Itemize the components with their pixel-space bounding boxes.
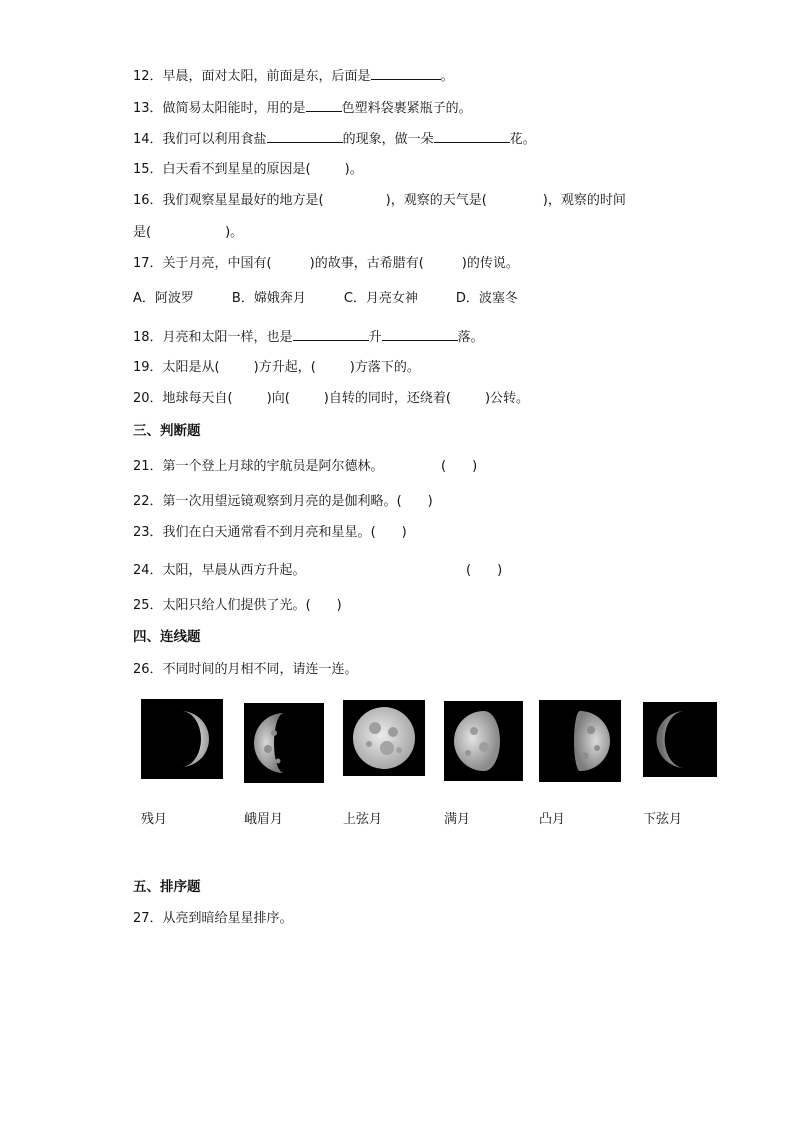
- question-text: 关于月亮，中国有(: [162, 256, 272, 271]
- question-number: 17．: [133, 256, 163, 271]
- question-text: )，观察的天气是(: [385, 193, 487, 208]
- answer-blank[interactable]: [306, 98, 342, 112]
- moon-label-canyue[interactable]: 残月: [141, 812, 168, 827]
- question-text: 落。: [457, 330, 484, 345]
- question-text: 。: [440, 69, 454, 84]
- question-number: 22．: [133, 494, 163, 509]
- question-number: 16．: [133, 193, 163, 208]
- question-text: )自转的同时，还绕着(: [323, 391, 451, 406]
- question-17-options: [133, 290, 556, 308]
- section-heading-matching: 四、连线题: [133, 629, 201, 645]
- option-a[interactable]: A．阿波罗: [133, 291, 194, 306]
- question-19: [133, 359, 420, 377]
- moon-phase-image-full: [343, 700, 425, 776]
- judgement-paren[interactable]: ( ): [305, 598, 342, 613]
- moon-phase-image-gibbous: [444, 701, 523, 781]
- option-c[interactable]: C．月亮女神: [343, 291, 418, 306]
- gibbous-moon-icon: [444, 701, 523, 781]
- question-number: 15．: [133, 162, 163, 177]
- full-moon-icon: [343, 700, 425, 776]
- question-text: )方落下的。: [349, 360, 420, 375]
- question-text: 地球每天自(: [162, 391, 233, 406]
- question-text: 白天看不到星星的原因是(: [162, 162, 311, 177]
- question-13: [133, 98, 472, 118]
- question-text: 第一个登上月球的宇航员是阿尔德林。: [162, 459, 384, 474]
- question-21: [133, 458, 384, 476]
- moon-label-manyue[interactable]: 满月: [444, 812, 471, 827]
- question-text: 太阳，早晨从西方升起。: [162, 563, 306, 578]
- question-26: [133, 661, 358, 679]
- question-text: )。: [225, 225, 244, 240]
- question-18: [133, 327, 484, 347]
- half-moon-icon: [539, 700, 621, 782]
- question-number: 12．: [133, 69, 163, 84]
- question-text: 月亮和太阳一样，也是: [162, 330, 293, 345]
- moon-phase-image-new-crescent: [643, 702, 717, 777]
- question-20: [133, 390, 529, 408]
- question-text: )方升起，(: [253, 360, 316, 375]
- question-text: 从亮到暗给星星排序。: [162, 911, 293, 926]
- question-text: 第一次用望远镜观察到月亮的是伽利略。: [162, 494, 397, 509]
- question-text: 太阳只给人们提供了光。: [162, 598, 306, 613]
- question-number: 21．: [133, 459, 163, 474]
- option-b[interactable]: B．嫦娥奔月: [231, 291, 306, 306]
- question-number: 23．: [133, 525, 163, 540]
- moon-phase-image-waning-crescent: [141, 699, 223, 779]
- crescent-moon-icon: [141, 699, 223, 779]
- question-14: [133, 129, 536, 149]
- moon-label-emeiyue[interactable]: 峨眉月: [244, 812, 284, 827]
- question-number: 13．: [133, 101, 163, 116]
- question-text: 升: [368, 330, 382, 345]
- question-17: [133, 255, 519, 273]
- question-text: 的现象，做一朵: [342, 132, 434, 147]
- judgement-paren[interactable]: ( ): [370, 525, 407, 540]
- moon-phase-image-first-quarter: [244, 703, 324, 783]
- question-text: 色塑料袋裹紧瓶子的。: [341, 101, 472, 116]
- question-22: [133, 493, 433, 511]
- question-12: [133, 66, 454, 86]
- answer-blank[interactable]: [267, 129, 343, 143]
- question-text: )的传说。: [461, 256, 519, 271]
- half-moon-icon: [244, 703, 324, 783]
- option-d[interactable]: D．波塞冬: [455, 291, 518, 306]
- answer-blank[interactable]: [434, 129, 510, 143]
- question-text: )向(: [266, 391, 290, 406]
- question-16: [133, 192, 626, 210]
- moon-label-xiaxianyue[interactable]: 下弦月: [643, 812, 683, 827]
- moon-label-shangxianyue[interactable]: 上弦月: [343, 812, 383, 827]
- answer-blank[interactable]: [293, 327, 369, 341]
- question-number: 27．: [133, 911, 163, 926]
- question-number: 24．: [133, 563, 163, 578]
- question-text: )。: [344, 162, 363, 177]
- crescent-moon-icon: [643, 702, 717, 777]
- moon-phase-image-last-quarter: [539, 700, 621, 782]
- question-15: [133, 161, 363, 179]
- question-text: )，观察的时间: [542, 193, 626, 208]
- section-heading-ordering: 五、排序题: [133, 879, 201, 895]
- question-23: [133, 524, 407, 542]
- question-text: 是(: [133, 225, 152, 240]
- question-24: [133, 562, 306, 580]
- question-number: 20．: [133, 391, 163, 406]
- answer-blank[interactable]: [371, 66, 441, 80]
- answer-blank[interactable]: [382, 327, 458, 341]
- question-text: 我们在白天通常看不到月亮和星星。: [162, 525, 371, 540]
- question-text: 不同时间的月相不同，请连一连。: [162, 662, 358, 677]
- question-text: 花。: [509, 132, 536, 147]
- question-text: 太阳是从(: [162, 360, 220, 375]
- question-number: 19．: [133, 360, 163, 375]
- judgement-paren-24[interactable]: ( ): [466, 563, 503, 578]
- question-16-continued: [133, 224, 243, 242]
- question-text: 做简易太阳能时，用的是: [162, 101, 306, 116]
- question-text: 我们可以利用食盐: [162, 132, 267, 147]
- moon-label-tuyue[interactable]: 凸月: [539, 812, 566, 827]
- question-25: [133, 597, 342, 615]
- question-text: 早晨，面对太阳，前面是东，后面是: [162, 69, 371, 84]
- question-text: 我们观察星星最好的地方是(: [162, 193, 324, 208]
- question-text: )的故事，古希腊有(: [309, 256, 424, 271]
- question-number: 26．: [133, 662, 163, 677]
- question-number: 18．: [133, 330, 163, 345]
- question-27: [133, 910, 293, 928]
- judgement-paren[interactable]: ( ): [396, 494, 433, 509]
- question-text: )公转。: [484, 391, 530, 406]
- question-number: 25．: [133, 598, 163, 613]
- section-heading-judgement: 三、判断题: [133, 423, 201, 439]
- question-number: 14．: [133, 132, 163, 147]
- judgement-paren-21[interactable]: ( ): [441, 459, 478, 474]
